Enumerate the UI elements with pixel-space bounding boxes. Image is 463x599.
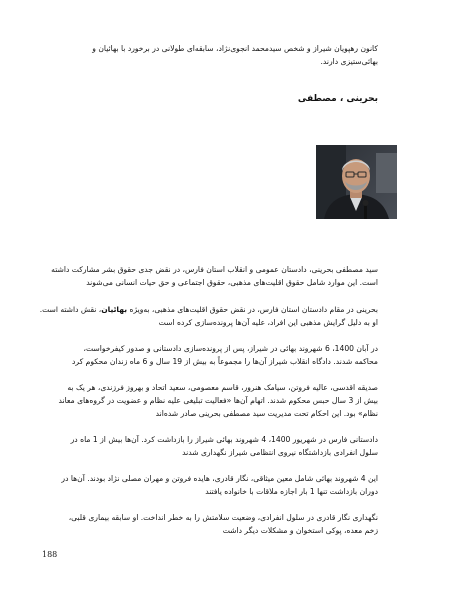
paragraph-2-line-2: او به دلیل گرایش مذهبی این افراد، علیه آن‌ها پرونده‌سازی کرده است: [158, 318, 378, 327]
page-number: 188: [42, 550, 58, 559]
paragraph-2-line-1-tail: ، نقش داشته است.: [39, 305, 102, 314]
paragraph-4-line-2: بیش از 3 سال حبس محکوم شدند. اتهام آن‌ها «فعالیت تبلیغی علیه نظام و عضویت در گروه‌های معاند: [58, 396, 378, 405]
paragraph-2-bold-word: بهائیان: [101, 305, 128, 314]
paragraph-1-line-1: سید مصطفی بحرینی، دادستان عمومی و انقلاب استان فارس، در نقض جدی حقوق بشر مشارکت داشته: [51, 265, 378, 274]
portrait-photo: [316, 145, 397, 219]
paragraph-3-line-2: محاکمه شدند. دادگاه انقلاب شیراز آن‌ها را مجموعاً به بیش از 19 سال و 6 ماه زندان محکوم کرد: [72, 357, 378, 366]
paragraph-2-line-1: [40, 304, 378, 317]
paragraph-4-line-3: نظام» بود. این احکام تحت مدیریت سید مصطفی بحرینی صادر شده‌اند: [155, 409, 378, 418]
portrait-image: [316, 145, 397, 219]
paragraph-5-line-1: دادستانی فارس در شهریور 1400، 4 شهروند بهائی شیراز را بازداشت کرد. آن‌ها بیش از 1 ماه در: [70, 435, 378, 444]
intro-line-1: کانون رهپویان شیراز و شخص سیدمحمد انجوی‌نژاد، سابقه‌ای طولانی در برخورد با بهائیان و: [92, 44, 378, 53]
paragraph-4-line-1: صدیقه اقدسی، عالیه فروتن، سیامک هنرور، قاسم معصومی، سعید اتحاد و بهروز فرزندی، هر یک به: [67, 383, 378, 392]
paragraph-7-line-1: نگهداری نگار قادری در سلول انفرادی، وضعیت سلامتش را به خطر انداخت. او سابقه بیماری قلبی،: [68, 513, 378, 522]
paragraph-1-line-2: است. این موارد شامل حقوق اقلیت‌های مذهبی، حقوق اجتماعی و حق حیات انسانی می‌شوند: [86, 278, 378, 287]
paragraph-6-line-1: این 4 شهروند بهائی شامل معین میثاقی، نگار قادری، هایده فروتن و مهران مصلی نژاد بودند. آن‌ها در: [61, 474, 378, 483]
intro-line-2: بهائی‌ستیزی دارند.: [320, 57, 378, 66]
paragraph-7-line-2: زخم معده، پوکی استخوان و مشکلات دیگر داشت: [222, 526, 378, 535]
paragraph-2-line-1-text: بحرینی در مقام دادستان استان فارس، در نقض حقوق اقلیت‌های مذهبی، به‌ویژه: [129, 305, 378, 314]
paragraph-5-line-2: سلول انفرادی بازداشتگاه نیروی انتظامی شیراز نگهداری شدند: [182, 448, 378, 457]
paragraph-6-line-2: دوران بازداشت تنها 1 بار اجازه ملاقات با خانواده یافتند: [205, 487, 378, 496]
section-heading: بحرینی ، مصطفی: [297, 94, 378, 104]
paragraph-3-line-1: در آبان 1400، 6 شهروند بهائی در شیراز، پس از پرونده‌سازی دادستانی و صدور کیفرخواست،: [83, 344, 378, 353]
